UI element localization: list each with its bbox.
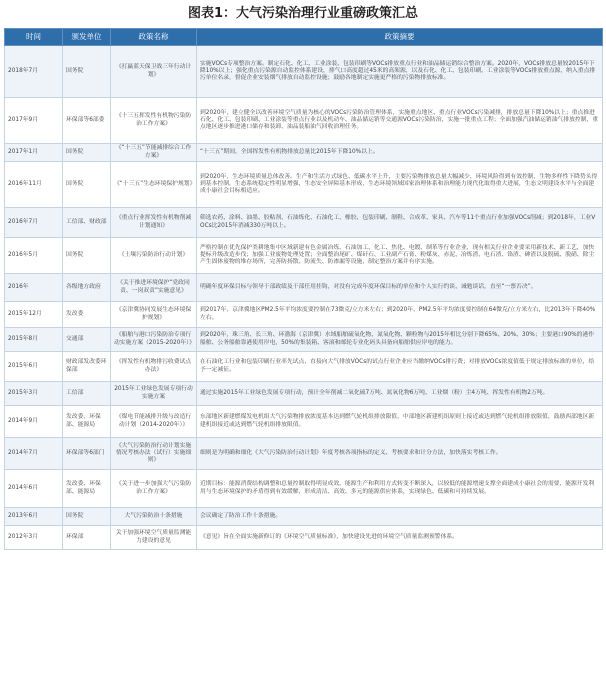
table-row	[5, 302, 603, 328]
cell-summary: “十三五”期间，全国挥发性有机物排放总量比2015年下降10%以上。	[197, 144, 603, 162]
cell-summary: 到2017年，京津冀地区PM2.5年平均浓度要控制在73微克/立方米左右；到2020年，PM2.5年平均浓度要控制在64微克/立方米左右，比2013年下降40%左右。	[197, 302, 603, 328]
table-row	[5, 162, 603, 208]
table-row	[5, 508, 603, 526]
cell-time: 2016年11月	[5, 162, 63, 208]
header-unit: 颁发单位	[63, 29, 111, 46]
cell-name: 《重点行业挥发性有机物削减计划通知》	[111, 208, 197, 238]
cell-summary: 严格控制在优先保护类耕地集中区域新建有色金属冶炼、石油加工、化工、焦化、电镀、制革等行业企业，现有相关行业企业要采用新技术、新工艺，加快提标升级改造步伐；加强工业废物处理处置；全面整治尾矿、煤矸石、工业副产石膏、粉煤灰、赤泥、冶炼渣、电石渣、铬渣、砷渣以及脱硫、脱硝、除尘产生固体废物的堆存场所，完善防扬散、防流失、防渗漏等设施，制定整治方案并有序实施。	[197, 238, 603, 274]
table-row	[5, 238, 603, 274]
cell-unit: 交通部	[63, 328, 111, 352]
cell-unit: 环保部	[63, 526, 111, 550]
cell-summary: 到2020年，建立健全以改善环境空气质量为核心的VOCs污染防治管理体系，实施重点地区、重点行业VOCs污染减排，排放总量下降10%以上；重点推进石化、化工、包装印刷、工业涂装等重点行业以及机动车、油品储运销等交通源VOCs污染防治，实施一批重点工程；全面加强汽油储运销油气排放控制，重点地区逐步推进港口储存和装卸、油品装船油气回收治理任务。	[197, 98, 603, 144]
cell-name: 《十三五挥发性有机物污染防治工作方案》	[111, 98, 197, 144]
cell-name: 《“十三五”生态环境保护规划》	[111, 162, 197, 208]
cell-unit: 国务院	[63, 162, 111, 208]
table-row	[5, 382, 603, 406]
cell-time: 2014年9月	[5, 406, 63, 438]
cell-time: 2014年7月	[5, 438, 63, 470]
header-summary: 政策摘要	[197, 29, 603, 46]
cell-unit: 工信部	[63, 382, 111, 406]
cell-unit: 发改委、环保部、能源局	[63, 470, 111, 508]
header-name: 政策名称	[111, 29, 197, 46]
chart-title: 图表1：大气污染治理行业重磅政策汇总	[187, 6, 419, 21]
header-time: 时间	[5, 29, 63, 46]
cell-time: 2015年8月	[5, 328, 63, 352]
cell-name: 《关于进一步加强大气污染防治工作方案》	[111, 470, 197, 508]
cell-name: 《京津冀协同发展生态环境保护规划》	[111, 302, 197, 328]
cell-name: 《船舶与港口污染防治专项行动实施方案（2015-2020年）》	[111, 328, 197, 352]
table-header-row	[5, 29, 603, 46]
cell-summary: 实施VOCs专项整治方案。制定石化、化工、工业涂装、包装印刷等VOCs排放重点行业和油品储运销综合整治方案。2020年，VOCs排放总量较2015年下降10%以上；强化重点污染源自动监控体系建设，排气口高度超过45米的高架源，以及石化、化工、包装印刷、工业涂装等VOCs排放重点源，纳入重点排污单位名录，督促企业安装烟气排放自动监控设施；鼓励各地制定实施更严格的污染物排放标准。	[197, 46, 603, 98]
cell-name: 《打赢蓝天保卫战三年行动计划》	[111, 46, 197, 98]
cell-time: 2016年	[5, 274, 63, 302]
cell-unit: 国务院	[63, 238, 111, 274]
cell-unit: 环保部等6部门	[63, 438, 111, 470]
cell-name: 大气污染防治十条措施	[111, 508, 197, 526]
cell-unit: 发改委、环保部、能源局	[63, 406, 111, 438]
cell-name: 《土壤污染防治行动计划》	[111, 238, 197, 274]
cell-name: 关于加强环境空气质量监测能力建设的意见	[111, 526, 197, 550]
table-row	[5, 274, 603, 302]
table-row	[5, 208, 603, 238]
cell-name: 《关于推进环境保护“党政同责、一岗双责”实施意见》	[111, 274, 197, 302]
cell-name: 《“十三五”节能减排综合工作方案》	[111, 144, 197, 162]
cell-summary: 通过实施2015年工业绿色发展专项行动，预计全年削减二氧化硫7万吨、氮氧化物6万吨、工业烟（粉）尘4万吨、挥发性有机物2万吨。	[197, 382, 603, 406]
cell-time: 2014年6月	[5, 470, 63, 508]
cell-time: 2017年9月	[5, 98, 63, 144]
cell-name: 《大气污染防治行动计划实施情况考核办法（试行）实施细则》	[111, 438, 197, 470]
table-row	[5, 144, 603, 162]
cell-unit: 国务院	[63, 144, 111, 162]
cell-summary: 《意见》旨在全面实施新修订的《环境空气质量标准》，加快建设先进的环境空气质量监测预警体系。	[197, 526, 603, 550]
cell-summary: 会议确定了防治工作十条措施。	[197, 508, 603, 526]
table-row	[5, 406, 603, 438]
cell-unit: 各级地方政府	[63, 274, 111, 302]
cell-time: 2015年3月	[5, 382, 63, 406]
cell-name: 《煤电节能减排升级与改造行动计划（2014-2020年）》	[111, 406, 197, 438]
cell-name: 2015年工业绿色发展专项行动实施方案	[111, 382, 197, 406]
table-row	[5, 352, 603, 382]
cell-summary: 在石油化工行业和包装印刷行业率先试点，直接向大气排放VOCs的试点行业企业应当缴纳VOCs排污费；对排放VOCs浓度值低于规定排放标准的单位，给予一定减征。	[197, 352, 603, 382]
table-row	[5, 98, 603, 144]
cell-summary: 细则是为明确和细化《大气污染防治行动计划》年度考核各项指标的定义、考核要求和计分方法，加快落实考核工作。	[197, 438, 603, 470]
cell-unit: 环保部等6部委	[63, 98, 111, 144]
table-row	[5, 46, 603, 98]
cell-name: 《挥发性有机物排污收费试点办法》	[111, 352, 197, 382]
cell-time: 2016年7月	[5, 208, 63, 238]
cell-unit: 国务院	[63, 46, 111, 98]
cell-time: 2013年6月	[5, 508, 63, 526]
cell-summary: 东部地区新建燃煤发电机组大气污染物排放浓度基本达到燃气轮机组排放限值，中部地区新建机组原则上接近或达到燃气轮机组排放限值，鼓励西部地区新建机组接近或达到燃气轮机组排放限值。	[197, 406, 603, 438]
table-row	[5, 470, 603, 508]
cell-unit: 发改委	[63, 302, 111, 328]
policy-table	[4, 28, 603, 550]
cell-time: 2016年5月	[5, 238, 63, 274]
cell-unit: 工信部、财政部	[63, 208, 111, 238]
cell-summary: 到2020年，珠三角、长三角、环渤海（京津冀）水域船舶硫氧化物、氮氧化物、颗粒物与2015年相比分别下降65%、20%、30%；主要港口90%的港作船舶、公务船舶靠港使用岸电，50%的集装箱、客滚和邮轮专业化码头具备向船舶供应岸电的能力。	[197, 328, 603, 352]
cell-time: 2017年1月	[5, 144, 63, 162]
cell-summary: 近期目标：能源消费结构调整和总量控制取得明显成效，能源生产和利用方式转变不断深入，以较低的能源增速支撑全面建成小康社会的需要，能源开发利用与生态环境保护的矛盾得到有效缓解，形成清洁、高效、多元的能源供应体系，实现绿色、低碳和可持续发展。	[197, 470, 603, 508]
cell-time: 2015年12月	[5, 302, 63, 328]
table-row	[5, 328, 603, 352]
cell-unit: 财政部发改委环保部	[63, 352, 111, 382]
cell-summary: 筛选农药、涂料、油墨、胶粘剂、石油炼化、石油化工、橡胶、包装印刷、制鞋、合成革、家具、汽车等11个重点行业加强VOCs削减；到2018年，工业VOCs比2015年消减330万吨以上。	[197, 208, 603, 238]
table-row	[5, 526, 603, 550]
cell-time: 2015年6月	[5, 352, 63, 382]
cell-time: 2012年3月	[5, 526, 63, 550]
cell-summary: 到2020年，生态环境质量总体改善。生产和生活方式绿色、低碳水平上升，主要污染物排放总量大幅减少，环境风险得到有效控制，生物多样性下降势头得到基本控制，生态系统稳定性明显增强，生态安全屏障基本形成，生态环境领域国家治理体系和治理能力现代化取得重大进展，生态文明建设水平与全面建成小康社会目标相适应。	[197, 162, 603, 208]
cell-summary: 明确年度环保目标与领导干部政绩及干部任用挂钩，对没有完成年度环保目标的单位和个人实行约谈、诫勉谈话，直至“一票否决”。	[197, 274, 603, 302]
table-row	[5, 438, 603, 470]
cell-time: 2018年7月	[5, 46, 63, 98]
cell-unit: 国务院	[63, 508, 111, 526]
